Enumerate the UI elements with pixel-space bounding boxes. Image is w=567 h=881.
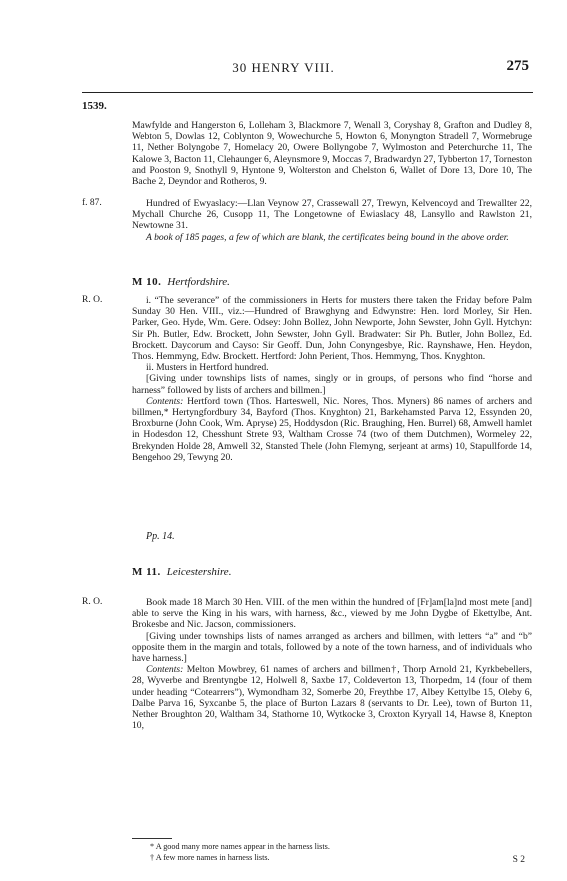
footnote-2: † A few more names in harness lists. bbox=[150, 853, 270, 862]
m11-body bbox=[132, 597, 532, 731]
year-label: 1539. bbox=[82, 100, 107, 112]
running-title: 30 HENRY VIII. bbox=[232, 60, 335, 75]
intro-block bbox=[132, 120, 532, 187]
contents-label: Contents: bbox=[146, 395, 184, 407]
margin-folio: f. 87. bbox=[82, 198, 102, 208]
page-number: 275 bbox=[506, 58, 529, 74]
section-heading-m10 bbox=[132, 276, 230, 288]
section-name: Hertfordshire. bbox=[167, 276, 230, 288]
intro-paragraph: Mawfylde and Hangerston 6, Lolleham 3, Blackmore 7, Wenall 3, Coryshay 8, Grafton and Dudley 8, Webton 5, Dowlas 12, Coblynton 9, Wowechurche 5, Howton 6, Monyngton Stradell 7, Wormebruge 11, Nether Bolyngobe 7, Homelacy 20, Owere Bollyngobe 7, Wylmoston and Peterchurche 11, The Kalowe 3, Bacton 11, Clehaunger 6, Aleynsmore 9, Moccas 7, Bradwardyn 27, Tybberton 17, Torneston and Pooston 9, Snothyll 9, Hyntone 9, Wolterston and Chelston 6, Wallet of Dore 13, Dore 10, The Bache 2, Deyndor and Rotheros, 9. bbox=[132, 120, 533, 188]
header-rule bbox=[82, 92, 533, 93]
section-heading-m11 bbox=[132, 566, 231, 578]
section-number: M 10. bbox=[132, 276, 162, 288]
contents-text: Hertford town (Thos. Harteswell, Nic. Nores, Thos. Myners) 86 names of archers and billmen,* Hertyngfordbury 34, Bayford (Thos. Knyghton) 21, Barkehamsted Parva 12, Essynden 20, Broxburne (John Cook, Wm. Apryse) 25, Hoddysdon (Ric. Braughing, Hen. Burrel) 68, Amwell hamlet in Hodesdon 12, Chesshunt Strete 93, Waltham Crosse 74 (two of them Dutchmen), Wormeley 22, Brekynden Holde 28, Amwell 32, Stansted Thele (John Flemyng, serjeant at arms) 10, Stapullforde 14, Bengehoo 29, Tewyng 20. bbox=[132, 395, 532, 463]
margin-source: R. O. bbox=[82, 597, 103, 607]
hundred-block bbox=[132, 198, 532, 243]
page-count: Pp. 14. bbox=[146, 531, 175, 542]
section-number: M 11. bbox=[132, 566, 161, 578]
m11-paragraph-2: [Giving under townships lists of names arranged as archers and billmen, with letters “a” and “b” opposite them in the margin and totals, followed by a note of the town harness, and of individuals who have harness.] bbox=[132, 630, 532, 665]
m10-body bbox=[132, 295, 532, 463]
section-name: Leicestershire. bbox=[166, 566, 232, 578]
m11-contents bbox=[132, 664, 532, 731]
running-header bbox=[0, 58, 567, 80]
footnote-1: * A good many more names appear in the harness lists. bbox=[150, 842, 330, 851]
hundred-paragraph: Hundred of Ewyaslacy:—Llan Veynow 27, Crassewall 27, Trewyn, Kelvencoyd and Trewallter 22, Mychall Churche 26, Cusopp 11, The Longetowne of Ewiaslacy 48, Lansyllo and Rawlston 21, Newtowne 31. bbox=[132, 198, 532, 232]
contents-text: Melton Mowbrey, 61 names of archers and billmen†, Thorp Arnold 21, Kyrkbebellers, 28, Wyverbe and Brentyngbe 12, Holwell 8, Saxbe 17, Coldeverton 13, Thorpedm, 14 (four of them under heading “Cotearrers”), Wymondham 32, Somerbe 20, Freythbe 17, Albey Kettylbe 15, Oleby 6, Dalbe Parva 16, Syxcanbe 5, the place of Burton Lazars 8 (servants to Dr. Lee), town of Burton 11, Nether Broughton 20, Waltham 34, Stathorne 10, Wytkocke 3, Croxton Kyryall 14, Hawse 8, Knepton 10, bbox=[132, 664, 532, 732]
m10-contents bbox=[132, 396, 532, 463]
m10-paragraph-1: i. “The severance” of the commissioners in Herts for musters there taken the Friday before Palm Sunday 30 Hen. VIII., viz.:—Hundred of Brawghyng and Edwynstre: Hen. lord Morley, Sir Hen. Parker, Geo. Hyde, Wm. Gere. Odsey: John Bollez, John Newporte, John Sewster, John Gyll. Hytchyn: Sir Ph. Butler, Edw. Brockett, John Sewster, John Gyll. Bradwater: Sir Ph. Butler, John Bollez, Ed. Brockett. Daycorum and Cayso: Sir Geoff. Dun, John Conyngesbye, Ric. Raynshawe, Hen. Heydon, Thos. Hemmyng, Edw. Brockett. Hertford: John Perient, Thos. Hemmyng, Thos. Knyghton. bbox=[132, 295, 532, 363]
signature-mark: S 2 bbox=[512, 855, 525, 865]
footnote-rule bbox=[132, 838, 172, 839]
m10-paragraph-3: [Giving under townships lists of names, singly or in groups, of persons who find “horse and harness” followed by lists of archers and billmen.] bbox=[132, 373, 532, 396]
contents-label: Contents: bbox=[146, 664, 184, 676]
book-note: A book of 185 pages, a few of which are blank, the certificates being bound in the above order. bbox=[146, 231, 509, 243]
m11-paragraph-1: Book made 18 March 30 Hen. VIII. of the men within the hundred of [Fr]am[la]nd most mete [and] able to serve the King in his wars, with harness, &c., viewed by me John Dygbe of Ekettylbe, Ant. Brokesbe and Nic. Jacson, commissioners. bbox=[132, 597, 532, 631]
margin-source: R. O. bbox=[82, 295, 103, 305]
m10-paragraph-2: ii. Musters in Hertford hundred. bbox=[146, 362, 269, 374]
